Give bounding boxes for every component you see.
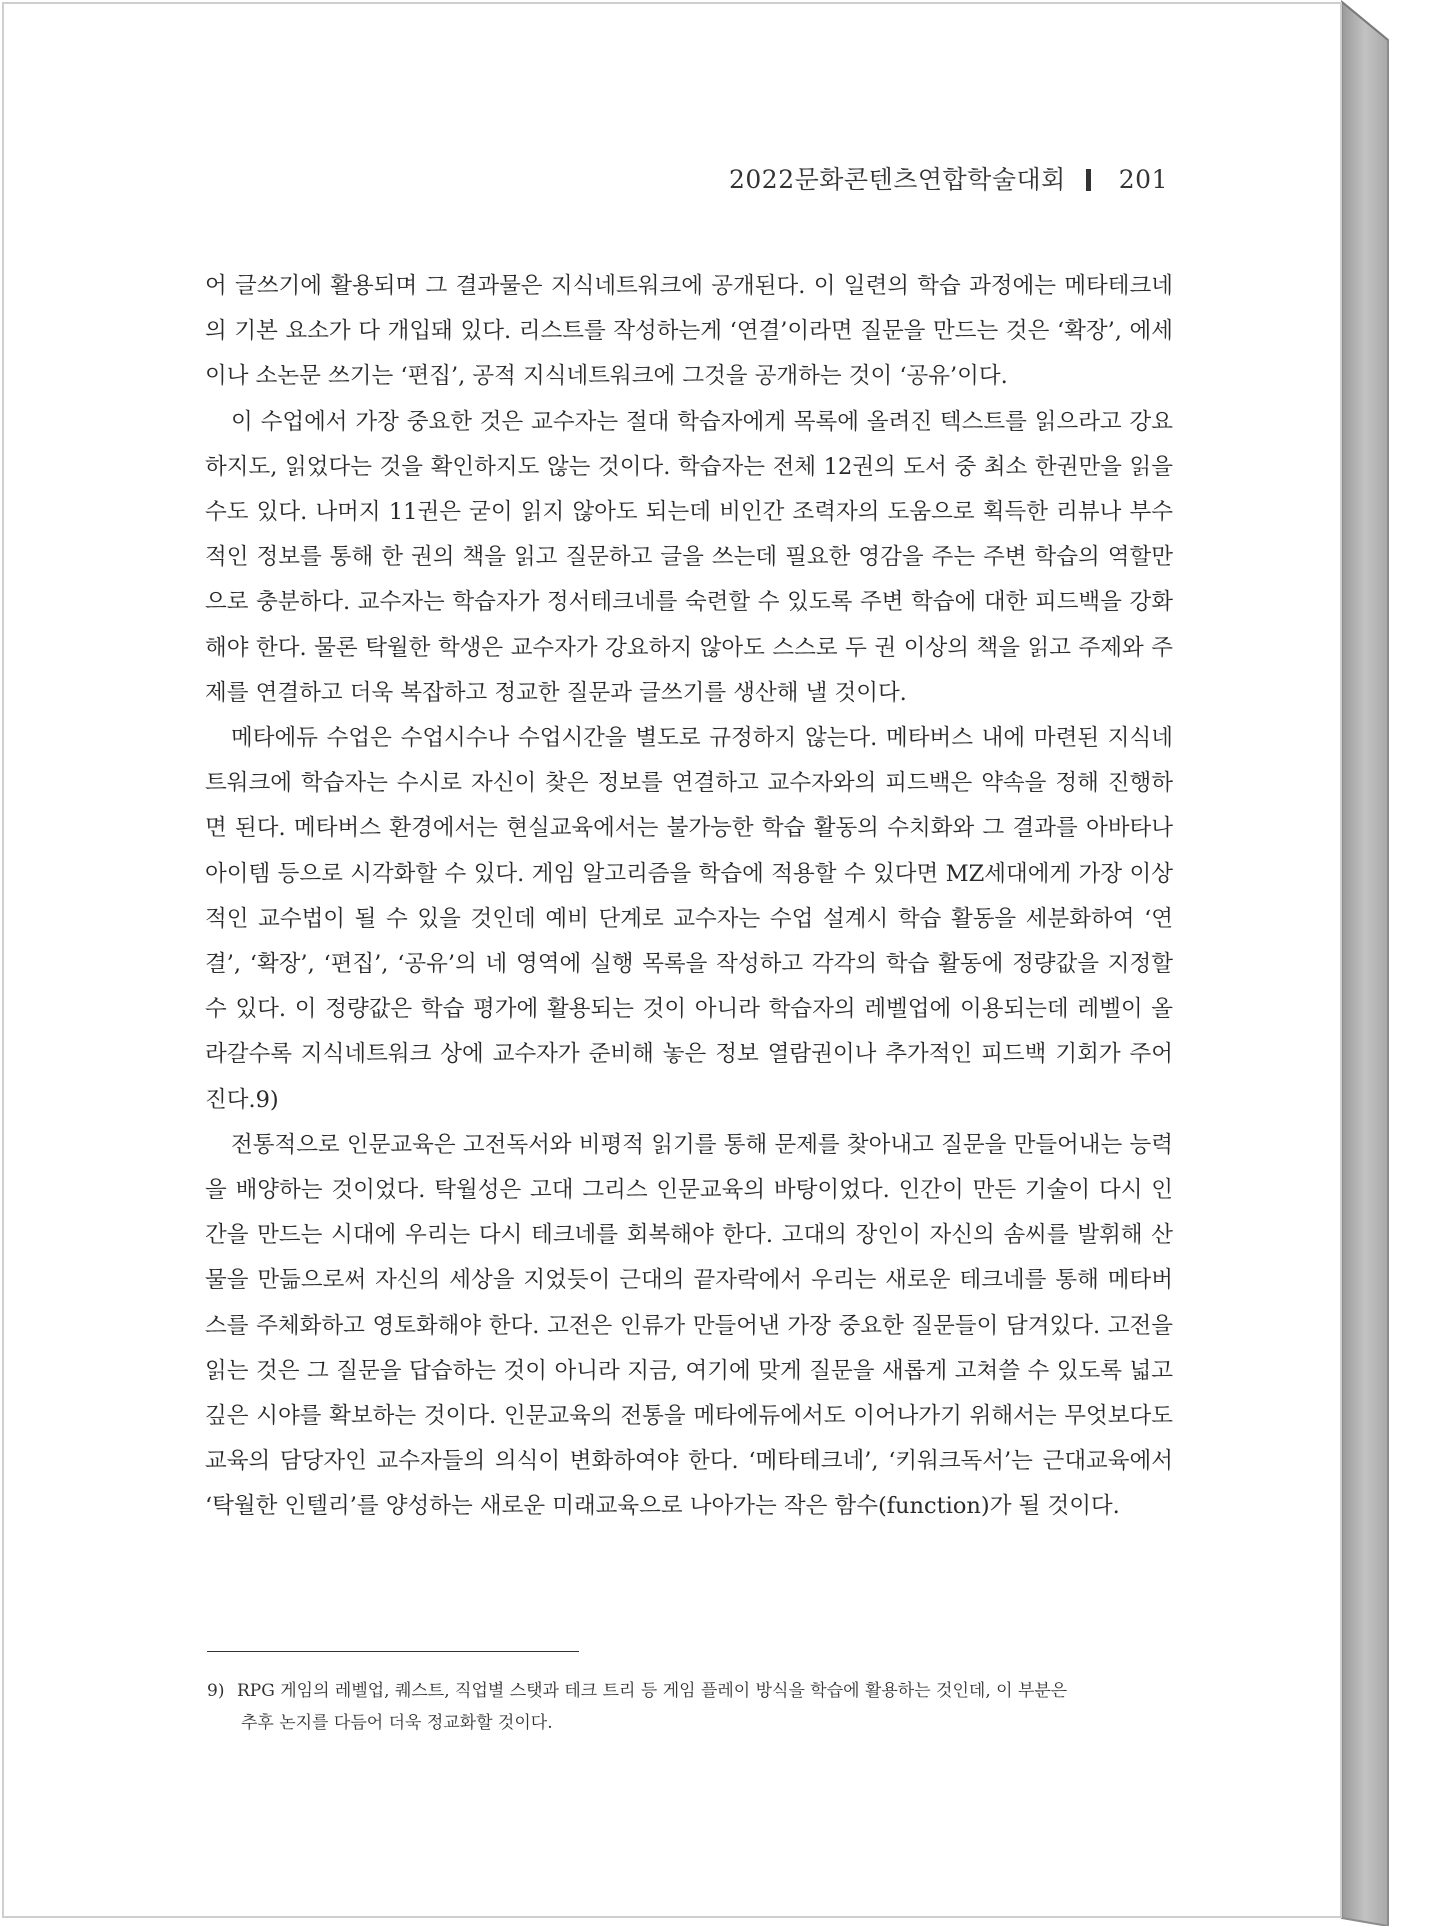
running-header bbox=[200, 160, 1168, 196]
page-number: 201 bbox=[1118, 165, 1168, 194]
paragraph-3: 메타에듀 수업은 수업시수나 수업시간을 별도로 규정하지 않는다. 메타버스 내에 마련된 지식네트워크에 학습자는 수시로 자신이 찾은 정보를 연결하고 교수자와의 피드백은 약속을 정해 진행하면 된다. 메타버스 환경에서는 현실교육에서는 불가능한 학습 활동의 수치화와 그 결과를 아바타나 아이템 등으로 시각화할 수 있다. 게임 알고리즘을 학습에 적용할 수 있다면 MZ세대에게 가장 이상적인 교수법이 될 수 있을 것인데 예비 단계로 교수자는 수업 설계시 학습 활동을 세분화하여 ‘연결’, ‘확장’, ‘편집’, ‘공유’의 네 영역에 실행 목록을 작성하고 각각의 학습 활동에 정량값을 지정할 수 있다. 이 정량값은 학습 평가에 활용되는 것이 아니라 학습자의 레벨업에 이용되는데 레벨이 올라갈수록 지식네트워크 상에 교수자가 준비해 놓은 정보 열람권이나 추가적인 피드백 기회가 주어진다.9) bbox=[205, 725, 1173, 1113]
body-text bbox=[205, 264, 1173, 1530]
footnote-line-1 bbox=[207, 1675, 1175, 1707]
footnote-line-2: 추후 논지를 다듬어 더욱 정교화할 것이다. bbox=[241, 1713, 553, 1733]
header-separator-bar bbox=[1086, 169, 1091, 191]
paragraph-1: 어 글쓰기에 활용되며 그 결과물은 지식네트워크에 공개된다. 이 일련의 학습 과정에는 메타테크네의 기본 요소가 다 개입돼 있다. 리스트를 작성하는게 ‘연결’이라면 질문을 만드는 것은 ‘확장’, 에세이나 소논문 쓰기는 ‘편집’, 공적 지식네트워크에 그것을 공개하는 것이 ‘공유’이다. bbox=[205, 273, 1173, 390]
header-title: 2022문화콘텐츠연합학술대회 bbox=[729, 165, 1066, 194]
footnote-number: 9) bbox=[207, 1681, 225, 1701]
paragraph-2: 이 수업에서 가장 중요한 것은 교수자는 절대 학습자에게 목록에 올려진 텍스트를 읽으라고 강요하지도, 읽었다는 것을 확인하지도 않는 것이다. 학습자는 전체 12권의 도서 중 최소 한권만을 읽을 수도 있다. 나머지 11권은 굳이 읽지 않아도 되는데 비인간 조력자의 도움으로 획득한 리뷰나 부수적인 정보를 통해 한 권의 책을 읽고 질문하고 글을 쓰는데 필요한 영감을 주는 주변 학습의 역할만으로 충분하다. 교수자는 학습자가 정서테크네를 숙련할 수 있도록 주변 학습에 대한 피드백을 강화해야 한다. 물론 탁월한 학생은 교수자가 강요하지 않아도 스스로 두 권 이상의 책을 읽고 주제와 주제를 연결하고 더욱 복잡하고 정교한 질문과 글쓰기를 생산해 낼 것이다. bbox=[205, 408, 1173, 706]
footnote bbox=[207, 1675, 1175, 1739]
paragraph-4: 전통적으로 인문교육은 고전독서와 비평적 읽기를 통해 문제를 찾아내고 질문을 만들어내는 능력을 배양하는 것이었다. 탁월성은 고대 그리스 인문교육의 바탕이었다. 인간이 만든 기술이 다시 인간을 만드는 시대에 우리는 다시 테크네를 회복해야 한다. 고대의 장인이 자신의 솜씨를 발휘해 산물을 만듦으로써 자신의 세상을 지었듯이 근대의 끝자락에서 우리는 새로운 테크네를 통해 메타버스를 주체화하고 영토화해야 한다. 고전은 인류가 만들어낸 가장 중요한 질문들이 담겨있다. 고전을 읽는 것은 그 질문을 답습하는 것이 아니라 지금, 여기에 맞게 질문을 새롭게 고쳐쓸 수 있도록 넓고 깊은 시야를 확보하는 것이다. 인문교육의 전통을 메타에듀에서도 이어나가기 위해서는 무엇보다도 교육의 담당자인 교수자들의 의식이 변화하여야 한다. ‘메타테크네’, ‘키워크독서’는 근대교육에서 ‘탁월한 인텔리’를 양성하는 새로운 미래교육으로 나아가는 작은 함수(function)가 될 것이다. bbox=[205, 1131, 1173, 1520]
footnote-divider bbox=[207, 1651, 579, 1652]
footnote-text-1: RPG 게임의 레벨업, 퀘스트, 직업별 스탯과 테크 트리 등 게임 플레이 방식을 학습에 활용하는 것인데, 이 부분은 bbox=[237, 1681, 1068, 1701]
page-stack-side bbox=[1342, 2, 1388, 1926]
